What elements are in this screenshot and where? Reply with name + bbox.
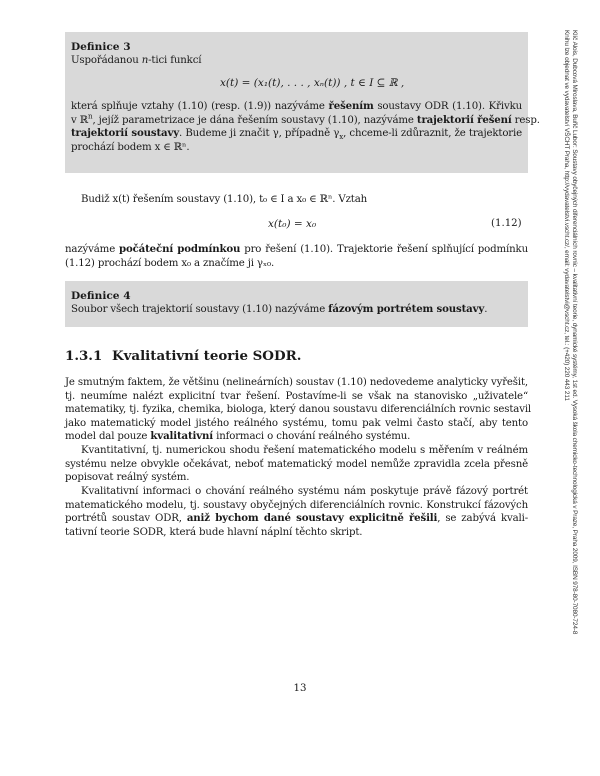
section-title: Kvalitativní teorie SODR. xyxy=(112,348,302,364)
definition-4-text: Soubor všech trajektorií soustavy (1.10) nazýváme fázovým portrétem soustavy. xyxy=(71,303,488,315)
initial-condition-equation: x(t₀) = x₀ xyxy=(268,218,317,230)
definition-3-line-3: trajektorií soustavy. Budeme ji značit γ, případně $\gamma_x$, chceme-li zdůraznit, že trajektorie xyxy=(71,127,523,142)
definition-4-box xyxy=(65,281,528,327)
side-note-line-1: Klíč Alois, Dubcová Miroslava, Buřič Lubor: Soustavy obyčejných diferenciálních rovnic – kvalitativní teorie, dynamické systémy, 1st ed. Vysoká škola chemicko-technologická v Praze, Praha 2009, ISBN 978-80-7080-724-8 xyxy=(571,30,578,635)
definition-3-line-4: prochází bodem x ∈ ℝⁿ. xyxy=(71,141,190,153)
paragraph-2: Kvantitativní, tj. numerickou shodu řešení matematického modelu s měřením v reálném systému nelze obvykle očekávat, neboť matematický model nemůže zpravidla zcela přesně popisovat reálný systém. xyxy=(65,445,528,484)
side-note xyxy=(562,30,578,634)
definition-3-line-2: v ℝ$^n$, jejíž parametrizace je dána řešením soustavy (1.10), nazýváme trajektorií řešení resp. xyxy=(71,111,540,126)
definition-3-box xyxy=(65,32,540,173)
definition-4-bold-term: fázovým portrétem soustavy xyxy=(328,303,485,315)
paragraph-3: Kvalitativní informaci o chování reálného systému nám poskytuje právě fázový portrét matematického modelu, tj. soustavy obyčejných diferenciálních rovnic. Konstrukcí fázových portrétů soustav ODR, aniž bychom dané soustavy explicitně řešili, se zabývá kvali- tativní teorie SODR, která bude hlavní náplní těchto skript. xyxy=(65,486,529,538)
definition-3-equation: x(t) = (x₁(t), . . . , xₙ(t)) , t ∈ I ⊆ ℝ , xyxy=(220,77,405,89)
initial-condition-intro: Budiž x(t) řešením soustavy (1.10), t₀ ∈ I a x₀ ∈ ℝⁿ. Vztah xyxy=(81,194,368,205)
initial-condition-line-1: nazýváme počáteční podmínkou pro řešení (1.10). Trajektorie řešení splňující podmínku xyxy=(65,243,528,255)
paragraph-1: Je smutným faktem, že většinu (nelineárních) soustav (1.10) nedovedeme analyticky vyřešit, tj. neumíme nalézt explicitní tvar řešení. Postavíme-li se však na stanovisko „uživatele“ matematiky, tj. fyzika, chemika, biologa, který danou soustavu diferenciálních rovnic sestavil jako matematický model jistého reálného systému, tomu pak velmi často stačí, aby tento model dal pouze kvalitativní informaci o chování reálného systému. xyxy=(65,377,532,443)
equation-number: (1.12) xyxy=(491,218,522,229)
initial-condition-line-2: (1.12) prochází bodem x₀ a značíme ji γₓ₀. xyxy=(65,257,275,269)
section-heading xyxy=(65,348,301,364)
definition-3-intro: Uspořádanou n-tici funkcí xyxy=(71,55,202,66)
definition-3-line-1: která splňuje vztahy (1.10) (resp. (1.9)) nazýváme řešením soustavy ODR (1.10). Křivku xyxy=(71,100,522,112)
section-number: 1.3.1 xyxy=(65,348,103,364)
page-number: 13 xyxy=(293,683,307,694)
side-note-line-2: Knihu lze objednat ve vydavatelství VŠCHT Praha, http://vydavatelstvi.vscht.cz/, email: vydavatelstvi@vscht.cz, tel.: (+420) 220 443 211 xyxy=(563,30,570,401)
initial-condition-body xyxy=(65,243,528,270)
definition-4-title: Definice 4 xyxy=(71,290,131,302)
definition-3-body xyxy=(71,100,540,154)
definition-3-title: Definice 3 xyxy=(71,41,131,53)
